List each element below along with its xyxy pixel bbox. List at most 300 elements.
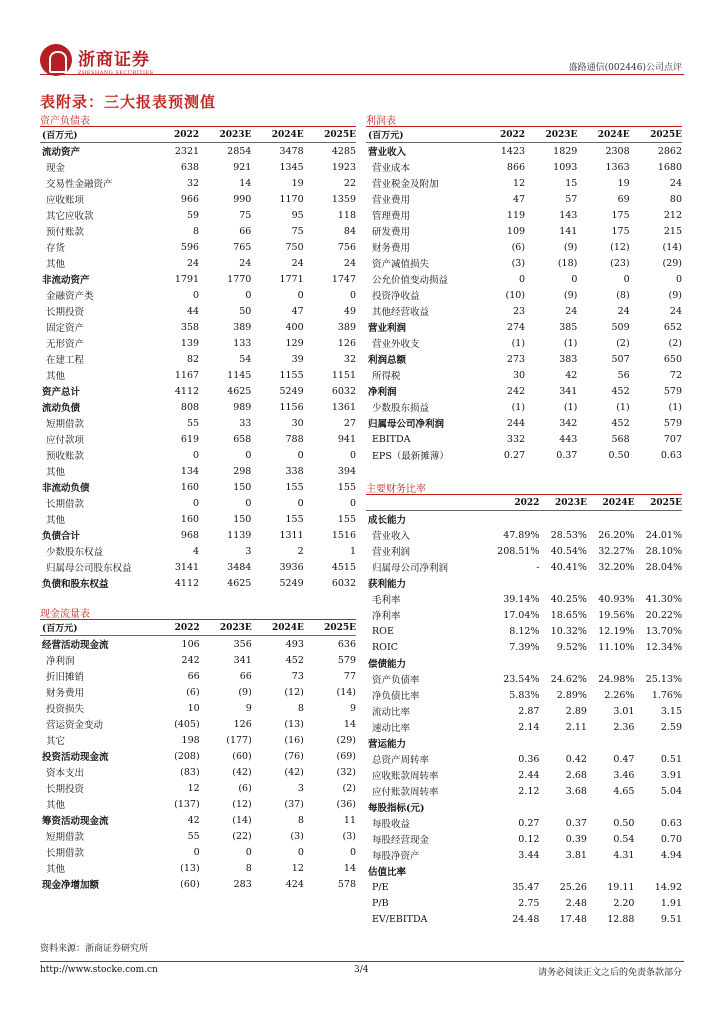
cell-value: 507 bbox=[611, 353, 630, 365]
cell-value: 0 bbox=[297, 497, 304, 509]
cell-value: 41.30% bbox=[645, 593, 682, 605]
table-row bbox=[40, 383, 356, 399]
cell-value: 32 bbox=[343, 353, 356, 365]
column-header: 2024E bbox=[252, 620, 304, 636]
row-label: 资本支出 bbox=[46, 768, 85, 779]
cell-value: 2.26% bbox=[604, 689, 635, 701]
cell-value: 10 bbox=[187, 702, 200, 714]
cell-value: 0.63 bbox=[660, 817, 682, 829]
table-row bbox=[366, 415, 682, 431]
table-row bbox=[366, 239, 682, 255]
table-row bbox=[366, 527, 682, 543]
row-label: 应付账款周转率 bbox=[372, 787, 439, 798]
row-label: 负债合计 bbox=[42, 531, 81, 542]
cell-value: 8 bbox=[297, 814, 304, 826]
table-row bbox=[366, 223, 682, 239]
cell-value bbox=[539, 863, 587, 879]
cell-value: 155 bbox=[337, 481, 356, 493]
row-label: 估值比率 bbox=[368, 867, 407, 878]
cell-value: 3.91 bbox=[660, 769, 682, 781]
cell-value: 4.31 bbox=[613, 849, 635, 861]
cell-value: 0 bbox=[571, 273, 578, 285]
cell-value: 756 bbox=[337, 241, 356, 253]
row-label: EPS（最新摊薄） bbox=[372, 451, 449, 462]
cell-value: 9.51 bbox=[660, 913, 682, 925]
cell-value: (37) bbox=[284, 798, 304, 810]
cell-value: 28.04% bbox=[645, 561, 682, 573]
table-row bbox=[40, 207, 356, 223]
table-row bbox=[40, 399, 356, 415]
cell-value: 3936 bbox=[279, 561, 304, 573]
row-label: 营业收入 bbox=[372, 531, 411, 542]
row-label: 长期借款 bbox=[46, 499, 85, 510]
table-row bbox=[366, 575, 682, 591]
cell-value: 298 bbox=[233, 465, 252, 477]
cell-value: 2.44 bbox=[518, 769, 540, 781]
cell-value: 8 bbox=[297, 702, 304, 714]
cell-value bbox=[539, 511, 587, 528]
row-label: 营业税金及附加 bbox=[372, 179, 439, 190]
cell-value: 32.20% bbox=[598, 561, 635, 573]
row-label: 归属母公司净利润 bbox=[368, 419, 445, 430]
cell-value: 119 bbox=[506, 209, 526, 221]
table-row bbox=[366, 831, 682, 847]
row-label: 投资活动现金流 bbox=[42, 752, 109, 763]
table-row bbox=[366, 287, 682, 303]
cell-value: 941 bbox=[337, 433, 356, 445]
table-row bbox=[40, 335, 356, 351]
table-row bbox=[40, 239, 356, 255]
cell-value: 0 bbox=[193, 497, 200, 509]
cell-value: 212 bbox=[663, 209, 682, 221]
column-header: 2023E bbox=[200, 620, 252, 636]
cell-value: 12 bbox=[291, 862, 304, 874]
table-row bbox=[366, 687, 682, 703]
cell-value: 2.68 bbox=[565, 769, 587, 781]
row-label: 长期投资 bbox=[46, 307, 85, 318]
cell-value: 77 bbox=[343, 670, 356, 682]
cell-value: 3478 bbox=[279, 145, 304, 157]
cell-value: 24 bbox=[343, 257, 356, 269]
ratios-title: 主要财务比率 bbox=[366, 480, 682, 495]
column-header: 2022 bbox=[484, 127, 525, 143]
cell-value: (1) bbox=[616, 401, 630, 413]
table-row bbox=[366, 735, 682, 751]
cell-value: 106 bbox=[181, 638, 200, 650]
cell-value: 134 bbox=[180, 465, 200, 477]
table-row bbox=[366, 767, 682, 783]
cell-value: 242 bbox=[181, 654, 200, 666]
table-row bbox=[40, 287, 356, 303]
cell-value: 24 bbox=[617, 305, 630, 317]
table-row bbox=[366, 879, 682, 895]
cell-value: 126 bbox=[337, 337, 356, 349]
cell-value: (1) bbox=[563, 337, 578, 349]
logo-mark-icon bbox=[40, 44, 72, 76]
cell-value: 5249 bbox=[279, 577, 304, 589]
cell-value: 0.50 bbox=[608, 449, 630, 461]
cell-value: 133 bbox=[233, 337, 252, 349]
cell-value: (3) bbox=[511, 257, 526, 269]
cell-value: 4112 bbox=[174, 385, 200, 397]
row-label: 净利润 bbox=[46, 656, 75, 667]
table-row bbox=[366, 447, 682, 463]
cell-value: 1.76% bbox=[651, 689, 682, 701]
balance-sheet-table bbox=[40, 127, 356, 591]
row-label: 成长能力 bbox=[368, 515, 407, 526]
cell-value: 42 bbox=[187, 814, 200, 826]
row-label: 存货 bbox=[46, 243, 66, 254]
row-label: 其他 bbox=[46, 259, 66, 270]
cell-value: 141 bbox=[559, 225, 578, 237]
row-label: 总资产周转率 bbox=[372, 755, 430, 766]
table-row bbox=[40, 796, 356, 812]
table-row bbox=[366, 367, 682, 383]
cell-value bbox=[539, 735, 587, 751]
cell-value: 6032 bbox=[331, 577, 356, 589]
footer-url[interactable]: http://www.stocke.com.cn bbox=[40, 965, 158, 975]
table-row bbox=[366, 335, 682, 351]
cell-value: 54 bbox=[239, 353, 252, 365]
cell-value bbox=[484, 863, 539, 879]
cell-value: 341 bbox=[233, 654, 252, 666]
cell-value: 0 bbox=[193, 289, 200, 301]
cell-value: 750 bbox=[285, 241, 304, 253]
row-label: 研发费用 bbox=[372, 227, 411, 238]
cell-value: 3.81 bbox=[565, 849, 587, 861]
page-number: 3/4 bbox=[354, 965, 369, 975]
row-label: 资产负债率 bbox=[372, 675, 420, 686]
row-label: 财务费用 bbox=[46, 688, 85, 699]
cell-value: (9) bbox=[563, 241, 578, 253]
cell-value: (9) bbox=[668, 289, 682, 301]
cell-value: 866 bbox=[506, 161, 526, 173]
column-header: 2024E bbox=[587, 495, 635, 511]
column-header: 2022 bbox=[158, 127, 199, 143]
cell-value: 75 bbox=[291, 225, 304, 237]
cell-value: 808 bbox=[180, 401, 200, 413]
row-label: 长期借款 bbox=[46, 848, 85, 859]
cell-value: 126 bbox=[233, 718, 252, 730]
row-label: 营业利润 bbox=[368, 323, 407, 334]
cell-value bbox=[587, 655, 635, 671]
row-label: ROIC bbox=[372, 641, 398, 653]
column-header: 2025E bbox=[634, 495, 682, 511]
cell-value: 39 bbox=[291, 353, 304, 365]
cell-value: 2308 bbox=[605, 145, 630, 157]
row-label: 短期借款 bbox=[46, 832, 85, 843]
row-label: 公允价值变动损益 bbox=[372, 275, 449, 286]
cell-value: 3.44 bbox=[518, 849, 540, 861]
cell-value: 385 bbox=[559, 321, 578, 333]
cell-value: 1151 bbox=[331, 369, 356, 381]
row-label: 归属母公司股东权益 bbox=[46, 563, 132, 574]
cell-value: 47.89% bbox=[503, 529, 540, 541]
cell-value: (2) bbox=[342, 782, 356, 794]
table-row bbox=[366, 159, 682, 175]
table-header-row bbox=[40, 127, 356, 143]
cell-value: 424 bbox=[285, 878, 304, 890]
cell-value: 150 bbox=[233, 481, 252, 493]
table-row bbox=[366, 143, 682, 160]
cell-value: (3) bbox=[342, 830, 356, 842]
cell-value: 66 bbox=[239, 225, 252, 237]
table-row bbox=[40, 575, 356, 591]
cell-value: 28.10% bbox=[645, 545, 682, 557]
table-row bbox=[40, 463, 356, 479]
cell-value: (1) bbox=[563, 401, 578, 413]
cell-value bbox=[634, 863, 682, 879]
row-label: 金融资产类 bbox=[46, 291, 94, 302]
cell-value: 14 bbox=[343, 718, 356, 730]
cell-value: - bbox=[536, 561, 540, 573]
table-row bbox=[40, 303, 356, 319]
cell-value: (8) bbox=[616, 289, 630, 301]
cell-value: 59 bbox=[186, 209, 200, 221]
cell-value bbox=[484, 575, 539, 591]
table-row bbox=[366, 623, 682, 639]
cell-value: 215 bbox=[663, 225, 682, 237]
income-statement-table bbox=[366, 127, 682, 463]
cell-value bbox=[587, 511, 635, 528]
table-row bbox=[40, 764, 356, 780]
cell-value: 0.39 bbox=[565, 833, 587, 845]
row-label: 营业外收支 bbox=[372, 339, 420, 350]
row-label: 每股净资产 bbox=[372, 851, 420, 862]
cell-value: 9.52% bbox=[556, 641, 587, 653]
cell-value: 118 bbox=[337, 209, 356, 221]
table-row bbox=[40, 367, 356, 383]
table-row bbox=[40, 844, 356, 860]
table-row bbox=[40, 780, 356, 796]
table-row bbox=[366, 895, 682, 911]
cell-value: 394 bbox=[337, 465, 356, 477]
row-label: 现金净增加额 bbox=[42, 880, 100, 891]
cell-value: 24.48 bbox=[512, 913, 540, 925]
row-label: 每股指标(元) bbox=[368, 803, 425, 814]
cell-value: (12) bbox=[232, 798, 252, 810]
ratios-section bbox=[366, 480, 682, 927]
table-row bbox=[366, 607, 682, 623]
cell-value: 0 bbox=[349, 497, 356, 509]
table-row bbox=[366, 255, 682, 271]
cell-value: 143 bbox=[559, 209, 578, 221]
row-label: 流动负债 bbox=[42, 403, 81, 414]
row-label: 营业成本 bbox=[372, 163, 411, 174]
cell-value: 66 bbox=[239, 670, 252, 682]
cell-value: 40.93% bbox=[598, 593, 635, 605]
table-row bbox=[40, 175, 356, 191]
cell-value: 1516 bbox=[331, 529, 356, 541]
row-label: 短期借款 bbox=[46, 419, 85, 430]
cell-value bbox=[634, 799, 682, 815]
cell-value: 19.56% bbox=[598, 609, 635, 621]
cell-value: 0.47 bbox=[613, 753, 635, 765]
cell-value: 0 bbox=[193, 449, 200, 461]
cell-value: 0.51 bbox=[660, 753, 682, 765]
cell-value bbox=[484, 655, 539, 671]
cell-value: 0.27 bbox=[503, 449, 526, 461]
cell-value: 23 bbox=[512, 305, 526, 317]
cell-value: 175 bbox=[611, 225, 630, 237]
row-label: 资产减值损失 bbox=[372, 259, 430, 270]
cell-value: (405) bbox=[174, 718, 200, 730]
row-label: 固定资产 bbox=[46, 323, 85, 334]
cell-value: 283 bbox=[233, 878, 252, 890]
cell-value: 13.70% bbox=[645, 625, 682, 637]
cell-value: (10) bbox=[505, 289, 526, 301]
cell-value: 0.12 bbox=[518, 833, 540, 845]
cell-value: 0 bbox=[675, 273, 682, 285]
cell-value: (9) bbox=[238, 686, 252, 698]
cell-value: 0 bbox=[349, 449, 356, 461]
cell-value: 2 bbox=[297, 545, 304, 557]
table-row bbox=[40, 255, 356, 271]
unit-label: (百万元) bbox=[366, 127, 484, 143]
table-row bbox=[40, 684, 356, 700]
cell-value: (32) bbox=[336, 766, 356, 778]
cell-value: 636 bbox=[337, 638, 356, 650]
cell-value: (6) bbox=[511, 241, 526, 253]
table-row bbox=[366, 351, 682, 367]
cell-value: 24 bbox=[565, 305, 578, 317]
table-row bbox=[366, 303, 682, 319]
row-label: P/B bbox=[372, 897, 389, 909]
cell-value: 20.22% bbox=[645, 609, 682, 621]
cell-value: (83) bbox=[180, 766, 200, 778]
cell-value: (60) bbox=[180, 878, 200, 890]
cell-value: 2862 bbox=[657, 145, 682, 157]
cell-value: 2.14 bbox=[518, 721, 540, 733]
cell-value: 921 bbox=[233, 161, 252, 173]
cell-value: 652 bbox=[663, 321, 682, 333]
cell-value: 150 bbox=[233, 513, 252, 525]
row-label: 投资损失 bbox=[46, 704, 85, 715]
cell-value: 35.47 bbox=[512, 881, 540, 893]
income-statement-title: 利润表 bbox=[366, 112, 682, 127]
row-label: 营运资金变动 bbox=[46, 720, 104, 731]
cell-value: 80 bbox=[669, 193, 682, 205]
cell-value: 650 bbox=[663, 353, 682, 365]
cell-value: 1829 bbox=[553, 145, 578, 157]
cell-value: (42) bbox=[284, 766, 304, 778]
cell-value: 24.98% bbox=[598, 673, 635, 685]
cell-value: 658 bbox=[233, 433, 252, 445]
cell-value: 0 bbox=[297, 289, 304, 301]
cell-value: 12 bbox=[512, 177, 526, 189]
cell-value: 0 bbox=[193, 846, 200, 858]
cell-value: 2.59 bbox=[660, 721, 682, 733]
cell-value: 638 bbox=[180, 161, 200, 173]
cell-value: 69 bbox=[617, 193, 630, 205]
cell-value: 75 bbox=[239, 209, 252, 221]
table-row bbox=[40, 652, 356, 668]
cell-value: 175 bbox=[611, 209, 630, 221]
cell-value: 274 bbox=[506, 321, 526, 333]
cell-value: 19 bbox=[617, 177, 630, 189]
row-label: 无形资产 bbox=[46, 339, 85, 350]
cell-value: 72 bbox=[669, 369, 682, 381]
table-row bbox=[366, 591, 682, 607]
cell-value: 383 bbox=[559, 353, 578, 365]
ratios-table bbox=[366, 495, 682, 927]
footer-divider bbox=[40, 961, 684, 962]
cell-value: 0.36 bbox=[518, 753, 540, 765]
row-label: 营业利润 bbox=[372, 547, 411, 558]
table-row bbox=[40, 495, 356, 511]
cell-value: 0.70 bbox=[660, 833, 682, 845]
row-label: 预付账款 bbox=[46, 227, 85, 238]
table-row bbox=[366, 383, 682, 399]
row-label: 每股收益 bbox=[372, 819, 411, 830]
cell-value: 32.27% bbox=[598, 545, 635, 557]
report-tag: 盛路通信(002446)公司点评 bbox=[568, 63, 682, 73]
row-label: 应付款项 bbox=[46, 435, 85, 446]
cell-value: 452 bbox=[285, 654, 304, 666]
cell-value: (1) bbox=[668, 401, 682, 413]
cell-value bbox=[634, 575, 682, 591]
cell-value: 2.12 bbox=[518, 785, 540, 797]
table-row bbox=[366, 815, 682, 831]
table-row bbox=[366, 847, 682, 863]
cell-value: 4625 bbox=[227, 577, 252, 589]
cell-value: 579 bbox=[663, 385, 682, 397]
table-row bbox=[40, 415, 356, 431]
table-row bbox=[366, 671, 682, 687]
cell-value: 33 bbox=[239, 417, 252, 429]
cell-value: 3141 bbox=[174, 561, 200, 573]
cell-value: 155 bbox=[337, 513, 356, 525]
cell-value: 579 bbox=[663, 417, 682, 429]
cell-value: 2.11 bbox=[565, 721, 587, 733]
table-row bbox=[40, 559, 356, 575]
cell-value: 160 bbox=[180, 481, 200, 493]
cell-value: 27 bbox=[343, 417, 356, 429]
company-name-en: ZHESHANG SECURITIES bbox=[78, 69, 154, 76]
cell-value: 2.75 bbox=[518, 897, 540, 909]
row-label: 在建工程 bbox=[46, 355, 85, 366]
cell-value: 24.01% bbox=[645, 529, 682, 541]
source-note: 资料来源：浙商证券研究所 bbox=[40, 944, 149, 954]
table-row bbox=[40, 511, 356, 527]
cell-value bbox=[587, 575, 635, 591]
cell-value: 358 bbox=[180, 321, 200, 333]
income-statement-section bbox=[366, 112, 682, 463]
cell-value: 24.62% bbox=[550, 673, 587, 685]
table-row bbox=[366, 175, 682, 191]
cell-value: 24 bbox=[239, 257, 252, 269]
cell-value: 6032 bbox=[331, 385, 356, 397]
table-row bbox=[366, 655, 682, 671]
row-label: 折旧摊销 bbox=[46, 672, 85, 683]
row-label: 其他 bbox=[46, 864, 66, 875]
column-header: 2024E bbox=[251, 127, 303, 143]
cell-value: 9 bbox=[349, 702, 356, 714]
row-label: 负债和股东权益 bbox=[42, 579, 109, 590]
cell-value: (29) bbox=[662, 257, 682, 269]
cell-value: 5.83% bbox=[509, 689, 540, 701]
company-name: 浙商证券 bbox=[78, 49, 150, 70]
row-label: 财务费用 bbox=[372, 243, 411, 254]
row-label: 毛利率 bbox=[372, 595, 401, 606]
cell-value bbox=[539, 799, 587, 815]
table-row bbox=[366, 799, 682, 815]
cell-value: 49 bbox=[343, 305, 356, 317]
cell-value: 765 bbox=[233, 241, 252, 253]
cell-value: 1747 bbox=[331, 273, 356, 285]
table-row bbox=[40, 716, 356, 732]
cell-value: (18) bbox=[557, 257, 578, 269]
